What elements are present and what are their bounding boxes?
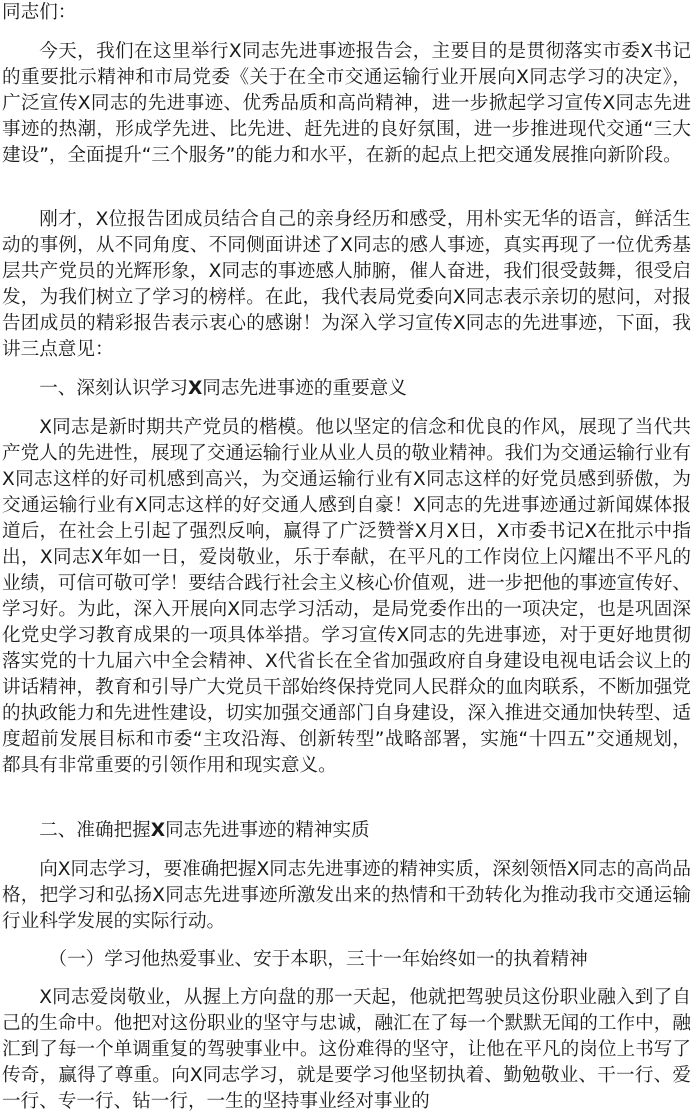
paragraph-significance: X同志是新时期共产党员的楷模。他以坚定的信念和优良的作风，展现了当代共产党人的先进性，展现了交通运输行业从业人员的敬业精神。我们为交通运输行业有X同志这样的好司机感到高兴，为交通运输行业有X同志这样的好党员感到骄傲，为交通运输行业有X同志这样的好交通人感到自豪！X同志的先进事迹通过新闻媒体报道后，在社会上引起了强烈反响，赢得了广泛赞誉X月X日，X市委书记X在批示中指出，X同志X年如一日，爱岗敬业，乐于奉献，在平凡的工作岗位上闪耀出不平凡的业绩，可信可敬可学！要结合践行社会主义核心价值观，进一步把他的事迹宣传好、学习好。为此，深入开展向X同志学习活动，是局党委作出的一项决定，也是巩固深化党史学习教育成果的一项具体举措。学习宣传X同志的先进事迹，对于更好地贯彻落实党的十九届六中全会精神、X代省长在全省加强政府自身建设电视电话会议上的讲话精神，教育和引导广大党员干部始终保持党同人民群众的血肉联系，不断加强党的执政能力和先进性建设，切实加强交通部门自身建设，深入推进交通加快转型、适度超前发展目标和市委“主攻沿海、创新转型”战略部署，实施“十四五”交通规划，都具有非常重要的引领作用和现实意义。 xyxy=(2,417,691,776)
paragraph-report-thanks: 刚才，X位报告团成员结合自己的亲身经历和感受，用朴实无华的语言，鲜活生动的事例，从不同角度、不同侧面讲述了X同志的感人事迹，真实再现了一位优秀基层共产党员的光辉形象，X同志的事迹感人肺腑，催人奋进，我们很受鼓舞，很受启发，为我们树立了学习的榜样。在此，我代表局党委向X同志表示亲切的慰问，对报告团成员的精彩报告表示衷心的感谢！为深入学习宣传X同志的先进事迹，下面，我讲三点意见： xyxy=(2,209,691,360)
paragraph-intro: 今天，我们在这里举行X同志先进事迹报告会，主要目的是贯彻落实市委X书记的重要批示精神和市局党委《关于在全市交通运输行业开展向X同志学习的决定》，广泛宣传X同志的先进事迹、优秀品质和高尚精神，进一步掀起学习宣传X同志先进事迹的热潮，形成学先进、比先进、赶先进的良好氛围，进一步推进现代交通“三大建设”，全面提升“三个服务”的能力和水平，在新的起点上把交通发展推向新阶段。 xyxy=(2,41,691,166)
section-heading-2-pre: 二、准确把握 xyxy=(39,820,151,841)
section-heading-1-bold: X xyxy=(187,378,203,399)
section-heading-2-post: 同志先进事迹的精神实质 xyxy=(165,820,370,841)
paragraph-dedication: X同志爱岗敬业，从握上方向盘的那一天起，他就把驾驶员这份职业融入到了自己的生命中。他把对这份职业的坚守与忠诚，融汇在了每一个默默无闻的工作中，融汇到了每一个单调重复的驾驶事业中。这份难得的坚守，让他在平凡的岗位上书写了传奇，赢得了尊重。向X同志学习，就是要学习他坚韧执着、勤勉敬业、干一行、爱一行、专一行、钻一行，一生的坚持事业经对事业的 xyxy=(2,987,691,1112)
paragraph-essence: 向X同志学习，要准确把握X同志先进事迹的精神实质，深刻领悟X同志的高尚品格，把学习和弘扬X同志先进事迹所激发出来的热情和干劲转化为推动我市交通运输行业科学发展的实际行动。 xyxy=(2,859,691,932)
section-heading-1-pre: 一、深刻认识学习 xyxy=(39,378,188,399)
section-heading-1 xyxy=(2,376,691,402)
subheading-1: （一）学习他热爱事业、安于本职，三十一年始终如一的执着精神 xyxy=(48,949,588,970)
salutation: 同志们： xyxy=(2,2,77,23)
section-heading-2-bold: X xyxy=(150,820,166,841)
section-heading-2 xyxy=(2,818,691,844)
section-heading-1-post: 同志先进事迹的重要意义 xyxy=(202,378,407,399)
